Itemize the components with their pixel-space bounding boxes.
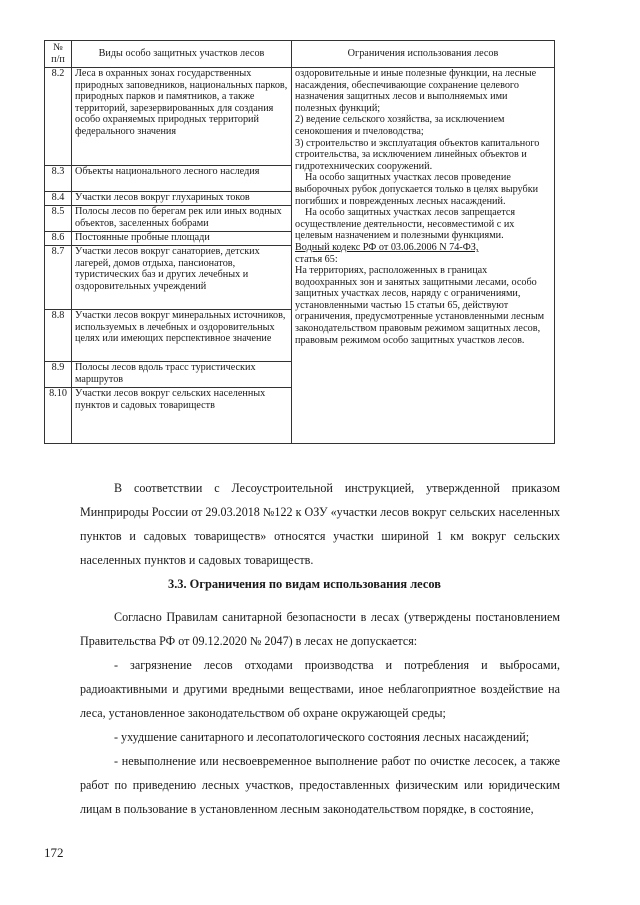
restriction-text: оздоровительные и иные полезные функции, на лесные насаждения, обеспечивающие сохранение целевого назначения защитных лесов и выполняемых ими полезных функций;: [295, 68, 537, 114]
rules-paragraph: Согласно Правилам санитарной безопасности в лесах (утверждены постановлением Правительства РФ от 09.12.2020 № 2047) в лесах не допускается:: [80, 610, 560, 648]
article-reference: статья 65:: [295, 253, 338, 265]
row-number: 8.4: [45, 192, 72, 206]
row-kind: Участки лесов вокруг санаториев, детских лагерей, домов отдыха, пансионатов, туристических баз и других лечебных и оздоровительных учреждений: [72, 246, 292, 310]
table-row: [45, 68, 555, 166]
row-kind: Участки лесов вокруг сельских населенных пунктов и садовых товариществ: [72, 388, 292, 444]
row-number: 8.7: [45, 246, 72, 310]
row-kind: Постоянные пробные площади: [72, 232, 292, 246]
row-kind: Объекты национального лесного наследия: [72, 166, 292, 192]
section-heading: 3.3. Ограничения по видам использования лесов: [168, 577, 441, 591]
row-number: 8.5: [45, 206, 72, 232]
row-kind: Участки лесов вокруг минеральных источников, используемых в лечебных и оздоровительных целях или имеющих перспективное значение: [72, 310, 292, 362]
restriction-text: 3) строительство и эксплуатация объектов капитального строительства, за исключением линейных объектов и гидротехнических сооружений.: [295, 137, 540, 172]
row-number: 8.6: [45, 232, 72, 246]
row-kind: Полосы лесов вдоль трасс туристических маршрутов: [72, 362, 292, 388]
row-kind: Участки лесов вокруг глухариных токов: [72, 192, 292, 206]
header-number: № п/п: [45, 41, 72, 68]
header-limit: Ограничения использования лесов: [292, 41, 555, 68]
row-kind: Леса в охранных зонах государственных природных заповедников, национальных парков, природных парков и памятников, а также территорий, зарезервированных для создания особо охраняемых природных территорий федерального значения: [72, 68, 292, 166]
restriction-text: 2) ведение сельского хозяйства, за исключением сенокошения и пчеловодства;: [295, 114, 505, 137]
row-number: 8.10: [45, 388, 72, 444]
row-kind: Полосы лесов по берегам рек или иных водных объектов, заселенных бобрами: [72, 206, 292, 232]
list-item: - невыполнение или несвоевременное выполнение работ по очистке лесосек, а также работ по приведению лесных участков, предоставленных физическим или юридическим лицам в пользование в установленном лесным законодательством порядке, в состояние,: [80, 754, 560, 816]
list-item: - ухудшение санитарного и лесопатологического состояния лесных насаждений;: [114, 730, 530, 744]
row-number: 8.8: [45, 310, 72, 362]
list-item: - загрязнение лесов отходами производства и потребления и выбросами, радиоактивными и другими вредными веществами, иное неблагоприятное воздействие на леса, установленное законодательством об охране окружающей среды;: [80, 658, 560, 720]
ozu-paragraph: В соответствии с Лесоустроительной инструкцией, утвержденной приказом Минприроды России от 29.03.2018 №122 к ОЗУ «участки лесов вокруг сельских населенных пунктов и садовых товариществ» относятся участки шириной 1 км вокруг сельских населенных пунктов и садовых товариществ.: [80, 481, 560, 567]
row-number: 8.3: [45, 166, 72, 192]
row-number: 8.9: [45, 362, 72, 388]
restriction-text: На территориях, расположенных в границах водоохранных зон и занятых защитными лесами, особо защитных участках лесов, наряду с ограничениями, установленными частью 15 статьи 65, действуют ограничения, предусмотренные установленными лесным законодательством правовым режимом защитных лесов, правовым режимом особо защитных участков лесов.: [295, 265, 545, 346]
restriction-text: На особо защитных участках лесов проведение выборочных рубок допускается только в целях вырубки погибших и поврежденных лесных насаждений.: [295, 172, 539, 207]
table-header-row: [45, 41, 555, 68]
restriction-text: На особо защитных участках лесов запрещается осуществление деятельности, несовместимой с их целевым назначением и полезными функциями.: [295, 207, 516, 242]
water-code-reference: Водный кодекс РФ от 03.06.2006 N 74-ФЗ,: [295, 241, 479, 253]
page-number: 172: [44, 845, 64, 860]
header-kind: Виды особо защитных участков лесов: [72, 41, 292, 68]
row-number: 8.2: [45, 68, 72, 166]
restrictions-cell: [292, 68, 555, 444]
forest-restrictions-table: [44, 40, 555, 444]
